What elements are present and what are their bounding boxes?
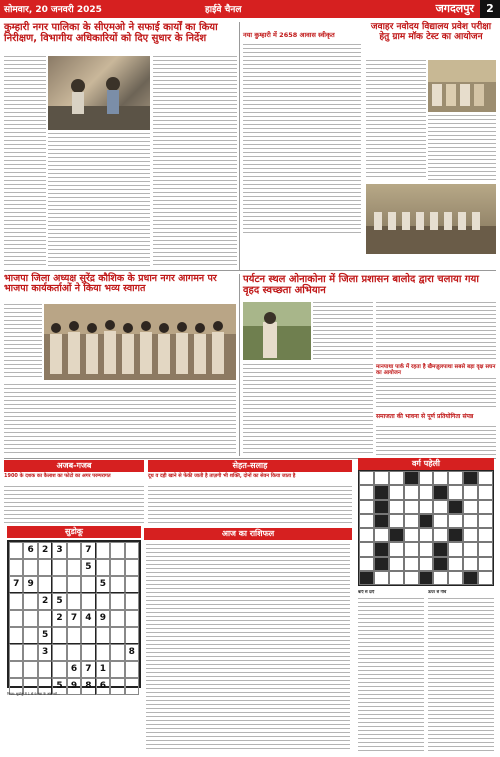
crossword-cell (433, 471, 448, 485)
sudoku-hint: नियम: सुडोकू में 1 से 9 तक के अंक भरें... (7, 692, 61, 696)
crossword-cell (374, 557, 389, 571)
section-ajab-gajab: अजब-गजब (4, 460, 144, 472)
sudoku-cell (110, 559, 124, 576)
crossword-down-clues (428, 598, 494, 752)
sudoku-cell (9, 559, 23, 576)
crossword-cell (448, 542, 463, 556)
crossword-cell (448, 471, 463, 485)
sudoku-cell (110, 593, 124, 610)
crossword-cell (404, 557, 419, 571)
body-paryatan-col2 (243, 364, 373, 454)
crossword-cell (448, 571, 463, 585)
crossword-cell (463, 471, 478, 485)
crossword-cell (448, 514, 463, 528)
crossword-cell (478, 571, 493, 585)
crossword-cell (389, 471, 404, 485)
crossword-cell (478, 542, 493, 556)
header-bar (0, 0, 500, 18)
crossword-cell (404, 471, 419, 485)
sudoku-cell (81, 576, 95, 593)
sudoku-cell (125, 627, 139, 644)
crossword-cell (359, 571, 374, 585)
sudoku-cell: 2 (52, 610, 66, 627)
divider (239, 22, 240, 270)
crossword-cell (374, 542, 389, 556)
crossword-cell (419, 571, 434, 585)
crossword-cell (463, 500, 478, 514)
crossword-cell (478, 514, 493, 528)
crossword-cell (433, 542, 448, 556)
crossword-cell (433, 528, 448, 542)
crossword-cell (419, 485, 434, 499)
sudoku-cell (125, 610, 139, 627)
crossword-cell (478, 485, 493, 499)
section-rashifal: आज का राशिफल (144, 528, 352, 540)
crossword-cell (389, 528, 404, 542)
crossword-cell (404, 514, 419, 528)
crossword-cell (463, 485, 478, 499)
sudoku-cell (52, 627, 66, 644)
sudoku-cell (9, 627, 23, 644)
body-paryatan-col1 (313, 302, 373, 362)
rashifal-body (146, 544, 350, 752)
sudoku-cell: 5 (38, 627, 52, 644)
sudoku-cell (81, 644, 95, 661)
photo-bhajpa (44, 304, 236, 380)
headline-navodaya: जवाहर नवोदय विद्यालय प्रवेश परीक्षा हेतु ग्राम मॉक टेस्ट का आयोजन (370, 22, 492, 42)
headline-samajik: समाजता की भावना से पूर्ण प्रतियोगिता संपन्न (376, 413, 474, 420)
headline-awas: नया कुम्हारी में 2658 आवास स्वीकृत (243, 31, 335, 39)
crossword-cell (419, 500, 434, 514)
crossword-cell (374, 500, 389, 514)
crossword-cell (433, 571, 448, 585)
photo-paryatan (243, 302, 311, 360)
crossword-cell (404, 571, 419, 585)
sudoku-cell: 7 (81, 661, 95, 678)
crossword-cell (463, 542, 478, 556)
sudoku-cell: 1 (96, 661, 110, 678)
crossword-cell (404, 528, 419, 542)
divider (239, 274, 240, 456)
sudoku-cell (67, 542, 81, 559)
crossword-down-title: ऊपर से नीचे (428, 590, 447, 594)
crossword-cell (389, 500, 404, 514)
sudoku-cell (110, 610, 124, 627)
sudoku-cell (110, 576, 124, 593)
sudoku-cell (52, 661, 66, 678)
body-bhajpa-col1 (4, 304, 42, 380)
sudoku-cell: 3 (52, 542, 66, 559)
crossword-grid (358, 470, 494, 586)
sudoku-cell (67, 593, 81, 610)
sudoku-cell (110, 661, 124, 678)
sudoku-cell (67, 627, 81, 644)
photo-navodaya (428, 60, 496, 112)
photo-kumhari (48, 56, 150, 130)
sudoku-cell: 9 (23, 576, 37, 593)
sudoku-cell: 5 (81, 559, 95, 576)
sudoku-cell (96, 542, 110, 559)
body-samajik (376, 426, 496, 456)
crossword-cell (419, 528, 434, 542)
sudoku-cell (38, 576, 52, 593)
sudoku-cell (23, 627, 37, 644)
headline-manaypa: मानपाथा पार्क में रहता है खैमज़ुलपाथा सबसे बड़ा वृक्ष सघन का आयोजन (376, 364, 496, 377)
sudoku-grid (7, 540, 141, 691)
crossword-cell (433, 514, 448, 528)
header-city: जगदलपुर (435, 2, 474, 15)
crossword-cell (478, 557, 493, 571)
sudoku-cell (9, 542, 23, 559)
crossword-cell (419, 471, 434, 485)
sudoku-cell: 8 (81, 678, 95, 695)
crossword-across-clues (358, 598, 424, 752)
body-manaypa (376, 378, 496, 410)
body-kumhari-col1 (4, 56, 46, 266)
sudoku-cell (96, 593, 110, 610)
sudoku-cell: 4 (81, 610, 95, 627)
crossword-cell (374, 471, 389, 485)
sudoku-cell (23, 610, 37, 627)
sudoku-cell: 6 (23, 542, 37, 559)
sudoku-cell (110, 627, 124, 644)
sudoku-cell (125, 559, 139, 576)
crossword-cell (359, 514, 374, 528)
sudoku-cell (23, 593, 37, 610)
sudoku-cell: 8 (125, 644, 139, 661)
divider (4, 270, 496, 271)
crossword-cell (419, 514, 434, 528)
crossword-cell (404, 485, 419, 499)
crossword-cell (359, 471, 374, 485)
crossword-cell (448, 485, 463, 499)
sudoku-cell (125, 661, 139, 678)
section-crossword: वर्ग पहेली (358, 458, 494, 470)
crossword-cell (359, 528, 374, 542)
sudoku-cell (52, 576, 66, 593)
crossword-cell (433, 500, 448, 514)
crossword-cell (433, 485, 448, 499)
sudoku-cell: 3 (38, 644, 52, 661)
crossword-cell (404, 542, 419, 556)
headline-paryatan: पर्यटन स्थल ओनाकोना में जिला प्रशासन बालोद द्वारा चलाया गया वृहद स्वच्छता अभियान (243, 274, 479, 296)
sudoku-cell (81, 593, 95, 610)
body-navodaya-col2 (428, 115, 496, 180)
sudoku-cell: 5 (52, 678, 66, 695)
crossword-cell (478, 471, 493, 485)
sudoku-cell (110, 542, 124, 559)
sudoku-cell (38, 559, 52, 576)
header-publication: हाईवे चैनल (205, 5, 242, 15)
crossword-cell (374, 514, 389, 528)
body-bhajpa-col2 (4, 384, 236, 454)
sudoku-cell (125, 576, 139, 593)
crossword-cell (389, 557, 404, 571)
crossword-cell (359, 485, 374, 499)
crossword-cell (359, 557, 374, 571)
sudoku-cell (67, 644, 81, 661)
photo-kumhari-svg (48, 56, 150, 130)
header-date: सोमवार, 20 जनवरी 2025 (4, 5, 102, 15)
photo-navodaya-2 (366, 184, 496, 254)
photo-paryatan-svg (243, 302, 311, 360)
headline-sehat: दूध व दही खाने से फेंकी जाती है ताज़गी भी शक्ति, दोनों का सेवन किया जाता है (148, 473, 296, 479)
crossword-cell (374, 485, 389, 499)
headline-bhajpa: भाजपा जिला अध्यक्ष सुरेंद्र कौशिक के प्रधान नगर आगमन पर भाजपा कार्यकर्ताओं ने किया भव्य स्वागत (4, 273, 217, 295)
sudoku-cell (23, 644, 37, 661)
sudoku-cell (110, 644, 124, 661)
sudoku-cell (23, 559, 37, 576)
headline-kumhari: कुम्हारी नगर पालिका के सीएमओ ने सफाई कार्यों का किया निरीक्षण, विभागीय अधिकारियों को दिए सुधार के निर्देश (4, 22, 218, 44)
photo-bhajpa-svg (44, 304, 236, 380)
crossword-across-title: बाएँ से दाएँ (358, 590, 375, 594)
sudoku-cell: 6 (67, 661, 81, 678)
body-kumhari-col2 (48, 133, 150, 266)
sudoku-cell (52, 644, 66, 661)
crossword-cell (433, 557, 448, 571)
body-awas (243, 44, 361, 234)
sudoku-cell: 2 (38, 542, 52, 559)
body-sehat (148, 486, 352, 524)
sudoku-cell (81, 627, 95, 644)
sudoku-cell: 6 (96, 678, 110, 695)
sudoku-cell: 7 (67, 610, 81, 627)
crossword-cell (478, 500, 493, 514)
sudoku-cell (125, 593, 139, 610)
sudoku-cell (96, 627, 110, 644)
crossword-cell (478, 528, 493, 542)
crossword-cell (419, 542, 434, 556)
sudoku-cell (9, 661, 23, 678)
body-paryatan-col3 (376, 302, 496, 362)
sudoku-cell (9, 644, 23, 661)
sudoku-cell (96, 644, 110, 661)
crossword-cell (374, 571, 389, 585)
sudoku-cell (23, 661, 37, 678)
sudoku-cell (67, 576, 81, 593)
body-kumhari-col3 (153, 56, 237, 266)
crossword-cell (389, 485, 404, 499)
section-sudoku: सुडोकू (7, 526, 141, 538)
sudoku-cell: 5 (52, 593, 66, 610)
crossword-cell (463, 557, 478, 571)
crossword-cell (359, 542, 374, 556)
sudoku-cell (67, 559, 81, 576)
crossword-cell (374, 528, 389, 542)
sudoku-cell (9, 610, 23, 627)
sudoku-cell (125, 542, 139, 559)
body-navodaya-col1 (366, 60, 426, 180)
sudoku-cell (96, 559, 110, 576)
crossword-cell (448, 557, 463, 571)
sudoku-cell: 5 (96, 576, 110, 593)
sudoku-cell (52, 559, 66, 576)
body-ajab (4, 486, 144, 526)
crossword-cell (389, 514, 404, 528)
crossword-cell (448, 500, 463, 514)
section-sehat: सेहत-सलाह (148, 460, 352, 472)
crossword-cell (448, 528, 463, 542)
crossword-cell (359, 500, 374, 514)
crossword-cell (389, 542, 404, 556)
sudoku-cell (38, 610, 52, 627)
sudoku-cell (38, 661, 52, 678)
sudoku-cell: 7 (9, 576, 23, 593)
crossword-cell (463, 571, 478, 585)
headline-ajab: 1900 के दशक का कैलाश का फोटो का अगर परम्परागत (4, 473, 111, 479)
photo-navodaya-svg (428, 60, 496, 112)
sudoku-cell: 9 (96, 610, 110, 627)
crossword-cell (404, 500, 419, 514)
sudoku-cell: 7 (81, 542, 95, 559)
sudoku-cell: 2 (38, 593, 52, 610)
photo-navodaya-2-svg (366, 184, 496, 254)
crossword-cell (389, 571, 404, 585)
crossword-cell (463, 528, 478, 542)
sudoku-cell (9, 593, 23, 610)
crossword-cell (463, 514, 478, 528)
sudoku-cell: 9 (67, 678, 81, 695)
page-number: 2 (480, 0, 500, 18)
crossword-cell (419, 557, 434, 571)
